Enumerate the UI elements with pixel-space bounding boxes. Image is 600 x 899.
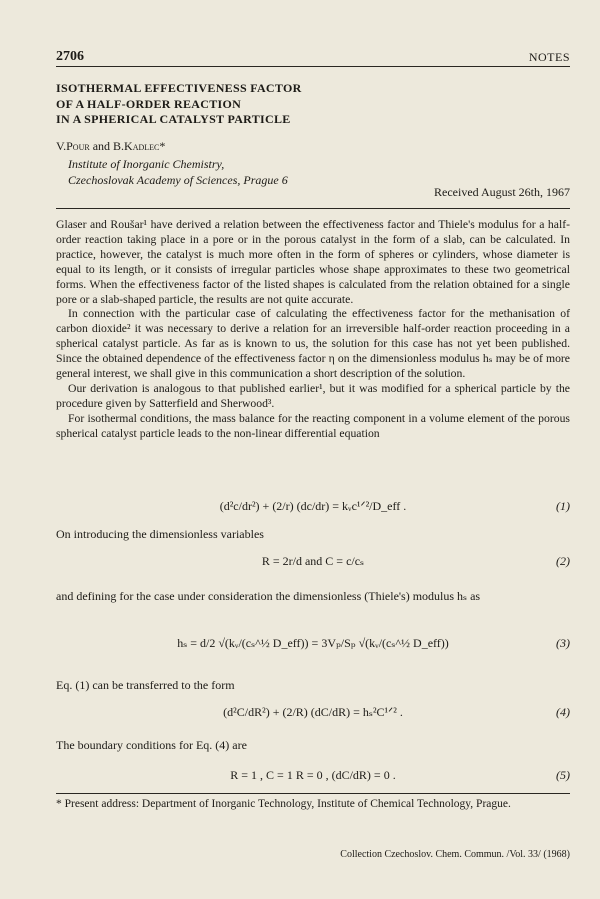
received-date: Received August 26th, 1967 (434, 185, 570, 199)
page-number: 2706 (56, 49, 84, 64)
footnote: * Present address: Department of Inorganic Technology, Institute of Chemical Technology, Prague. (56, 798, 511, 810)
equation-body: (d²c/dr²) + (2/r) (dc/dr) = kᵥc¹ᐟ²/D_eff . (219, 499, 407, 513)
author-name: Kadlec (124, 139, 160, 153)
section-label: NOTES (528, 50, 570, 64)
equation-3 (56, 626, 570, 666)
equation-number: (4) (556, 705, 570, 719)
author-initial: B. (113, 139, 125, 153)
paragraph: Glaser and Roušar¹ have derived a relation between the effectiveness factor and Thiele's modulus for a half-order reaction taking place in a pore or in the porous catalyst in the form of a slab, can be calculated. In practice, however, the catalyst is much more often in the form of spheres or cylinders, whose diameter is equal to its length, or it consists of irregular particles whose shape approximates to these two geometrical forms. When the effectiveness factor of the listed shapes is calculated from the relation obtained for a single pore or a slab-shaped particle, the results are not quite accurate. (56, 218, 570, 306)
paragraph: Our derivation is analogous to that published earlier¹, but it was modified for a spherical particle by the procedure given by Satterfield and Sherwood³. (56, 381, 570, 410)
journal-citation: Collection Czechoslov. Chem. Commun. /Vol. 33/ (1968) (340, 849, 570, 860)
affiliation-line: Institute of Inorganic Chemistry, (68, 157, 225, 171)
paragraph: and defining for the case under consideration the dimensionless (Thiele's) modulus hₛ as (56, 589, 481, 603)
affiliation-line: Czechoslovak Academy of Sciences, Prague 6 (68, 173, 288, 187)
equation-body: hₛ = d/2 √(kᵥ/(cₛ^½ D_eff)) = 3Vₚ/Sₚ √(kᵥ/(cₛ^½ D_eff)) (177, 636, 449, 650)
paragraph: On introducing the dimensionless variables (56, 527, 264, 541)
article-title (56, 81, 302, 128)
body-text (56, 218, 570, 442)
equation-number: (3) (556, 636, 570, 650)
title-line: ISOTHERMAL EFFECTIVENESS FACTOR (56, 81, 302, 95)
paragraph: For isothermal conditions, the mass balance for the reacting component in a volume element of the porous spherical catalyst particle leads to the non-linear differential equation (56, 411, 570, 440)
paragraph: Eq. (1) can be transferred to the form (56, 678, 235, 692)
paragraph: In connection with the particular case of calculating the effectiveness factor for the methanisation of carbon dioxide² it was necessary to derive a relation for an irreversible half-order reaction proceeding in a spherical catalyst particle. As far as is known to us, the solution for this case has not yet been published. Since the obtained dependence of the effectiveness factor η on the dimensionless modulus hₛ may be of more general interest, we shall give in this communication a short description of the solution. (56, 307, 570, 381)
paragraph: The boundary conditions for Eq. (4) are (56, 738, 247, 752)
equation-body: R = 2r/d and C = c/cₛ (261, 554, 365, 568)
equation-number: (1) (556, 499, 570, 513)
equation-body: R = 1 , C = 1 R = 0 , (dC/dR) = 0 . (230, 768, 396, 782)
title-line: OF A HALF-ORDER REACTION (56, 96, 242, 111)
author-conjunction: and (89, 139, 114, 153)
authors (56, 139, 165, 154)
footnote-rule (56, 793, 570, 794)
equation-body: (d²C/dR²) + (2/R) (dC/dR) = hₛ²C¹ᐟ² . (223, 705, 403, 719)
header-rule (56, 66, 570, 67)
equation-number: (2) (556, 554, 570, 568)
author-initial: V. (56, 139, 67, 153)
footnote-mark: * (159, 139, 166, 153)
author-name: Pour (66, 139, 90, 153)
abstract-rule (56, 208, 570, 209)
equation-number: (5) (556, 768, 570, 782)
affiliation (68, 156, 288, 188)
title-line: IN A SPHERICAL CATALYST PARTICLE (56, 112, 291, 126)
